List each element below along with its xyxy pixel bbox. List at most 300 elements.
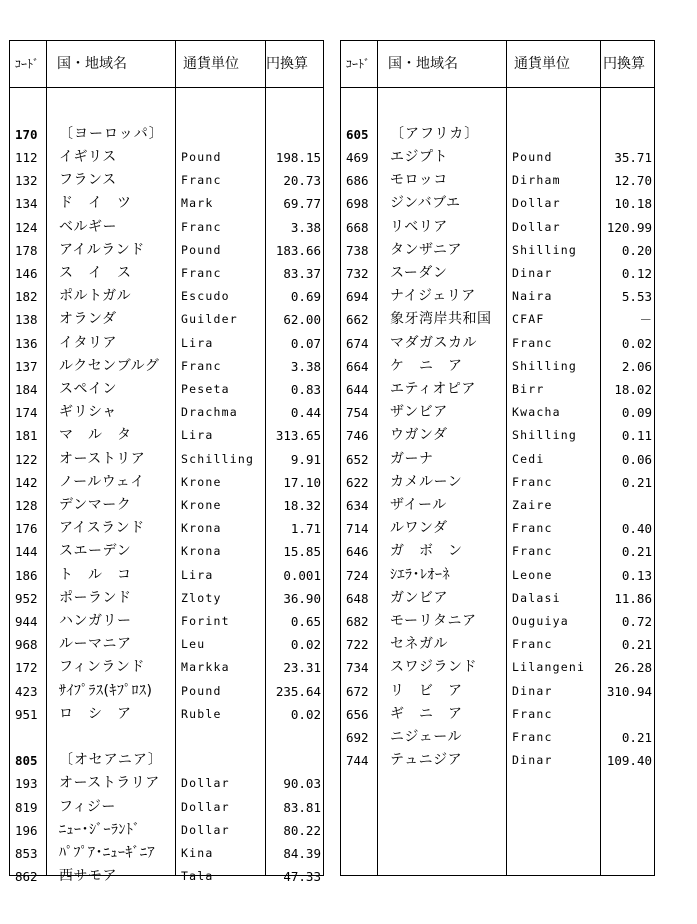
- cell-currency: Franc: [512, 335, 553, 350]
- cell-yen-value: 313.65: [275, 428, 321, 444]
- cell-name: ガ ボ ン: [390, 543, 463, 560]
- cell-name: ｼｴﾗ･ﾚｵｰﾈ: [390, 566, 450, 583]
- cell-currency: CFAF: [512, 312, 545, 327]
- cell-currency: Dirham: [512, 173, 561, 188]
- table-row: [341, 680, 654, 703]
- blank-row: [10, 726, 323, 749]
- cell-name: リベリア: [390, 218, 448, 235]
- cell-code: 176: [15, 521, 38, 537]
- cell-name: イタリア: [59, 334, 117, 351]
- cell-currency: Krone: [181, 497, 222, 512]
- cell-yen-value: 83.37: [283, 265, 321, 281]
- table-row: [341, 703, 654, 726]
- cell-currency: Franc: [512, 637, 553, 652]
- cell-name: エジプト: [390, 148, 448, 165]
- cell-code: 724: [346, 567, 369, 583]
- cell-yen-value: 0.83: [290, 381, 321, 397]
- cell-yen-value: 9.91: [290, 451, 321, 467]
- header-name: 国・地域名: [57, 56, 127, 72]
- table-row: [10, 656, 323, 679]
- table-row: [341, 749, 654, 772]
- cell-yen-value: 0.02: [621, 335, 652, 351]
- cell-name: ニジェール: [390, 728, 462, 745]
- cell-currency: Guilder: [181, 312, 238, 327]
- cell-yen-value: 198.15: [275, 149, 321, 165]
- cell-name: マ ル タ: [59, 427, 132, 444]
- cell-code: 662: [346, 312, 369, 328]
- cell-yen-value: 0.11: [621, 428, 652, 444]
- cell-yen-value: 0.21: [621, 474, 652, 490]
- cell-currency: Dinar: [512, 265, 553, 280]
- cell-currency: Dinar: [512, 753, 553, 768]
- cell-code: 193: [15, 776, 38, 792]
- cell-yen-value: 10.18: [614, 196, 652, 212]
- cell-code: 668: [346, 219, 369, 235]
- header-yen: 円換算: [266, 56, 308, 72]
- table-row: [341, 494, 654, 517]
- cell-code: 694: [346, 289, 369, 305]
- cell-code: 951: [15, 706, 38, 722]
- cell-currency: Zaire: [512, 497, 553, 512]
- table-row: [10, 564, 323, 587]
- table-row: [10, 633, 323, 656]
- cell-currency: Franc: [181, 265, 222, 280]
- table-row: [10, 285, 323, 308]
- cell-yen-value: 90.03: [283, 776, 321, 792]
- cell-currency: Krona: [181, 544, 222, 559]
- cell-currency: Dollar: [512, 196, 561, 211]
- cell-code: 698: [346, 196, 369, 212]
- cell-code: 968: [15, 637, 38, 653]
- cell-currency: Dinar: [512, 683, 553, 698]
- table-row: [341, 239, 654, 262]
- cell-name: スワジランド: [390, 659, 477, 676]
- cell-name: 〔ヨーロッパ〕: [59, 125, 164, 142]
- cell-code: 124: [15, 219, 38, 235]
- cell-name: イギリス: [59, 148, 117, 165]
- table-row: [341, 587, 654, 610]
- cell-name: スペイン: [59, 380, 117, 397]
- cell-currency: Franc: [181, 219, 222, 234]
- region-header-row: [10, 749, 323, 772]
- cell-yen-value: 0.02: [290, 637, 321, 653]
- cell-yen-value: 18.02: [614, 381, 652, 397]
- cell-currency: Lira: [181, 428, 214, 443]
- cell-code: 722: [346, 637, 369, 653]
- cell-currency: Franc: [512, 706, 553, 721]
- header-code: ｺｰﾄﾞ: [15, 57, 40, 71]
- header-code: ｺｰﾄﾞ: [346, 57, 371, 71]
- cell-yen-value: 0.65: [290, 613, 321, 629]
- table-row: [10, 540, 323, 563]
- cell-code: 144: [15, 544, 38, 560]
- cell-currency: Dalasi: [512, 590, 561, 605]
- cell-currency: Franc: [512, 474, 553, 489]
- cell-name: カメルーン: [390, 473, 463, 490]
- cell-code: 469: [346, 149, 369, 165]
- cell-yen-value: 0.13: [621, 567, 652, 583]
- cell-yen-value: 47.33: [283, 869, 321, 885]
- cell-name: ス イ ス: [59, 264, 132, 281]
- cell-code: 182: [15, 289, 38, 305]
- header-currency: 通貨単位: [183, 56, 239, 72]
- cell-name: ザイール: [390, 496, 447, 513]
- cell-code: 744: [346, 753, 369, 769]
- cell-code: 122: [15, 451, 38, 467]
- cell-code: 142: [15, 474, 38, 490]
- cell-name: エティオピア: [390, 380, 476, 397]
- table-row: [341, 517, 654, 540]
- cell-currency: Naira: [512, 289, 553, 304]
- cell-name: 〔アフリカ〕: [390, 125, 480, 142]
- table-row: [10, 332, 323, 355]
- cell-yen-value: 26.28: [614, 660, 652, 676]
- cell-name: ルクセンブルグ: [59, 357, 160, 374]
- cell-code: 634: [346, 497, 369, 513]
- cell-code: 605: [346, 126, 369, 142]
- table-row: [341, 169, 654, 192]
- cell-yen-value: 69.77: [283, 196, 321, 212]
- table-row: [10, 216, 323, 239]
- cell-currency: Dollar: [181, 776, 230, 791]
- cell-yen-value: 0.21: [621, 544, 652, 560]
- table-row: [341, 308, 654, 331]
- cell-name: オランダ: [59, 311, 117, 328]
- cell-yen-value: 18.32: [283, 497, 321, 513]
- cell-code: 664: [346, 358, 369, 374]
- cell-name: 象牙湾岸共和国: [390, 311, 492, 328]
- cell-code: 682: [346, 613, 369, 629]
- cell-code: 178: [15, 242, 38, 258]
- table-row: [10, 494, 323, 517]
- table-row: [10, 680, 323, 703]
- cell-currency: Franc: [181, 358, 222, 373]
- table-row: [341, 424, 654, 447]
- cell-code: 146: [15, 265, 38, 281]
- cell-code: 746: [346, 428, 369, 444]
- cell-code: 692: [346, 729, 369, 745]
- table-row: [10, 355, 323, 378]
- cell-name: フランス: [59, 172, 117, 189]
- cell-code: 186: [15, 567, 38, 583]
- cell-yen-value: 36.90: [283, 590, 321, 606]
- cell-name: ケ ニ ア: [390, 357, 463, 374]
- cell-currency: Leu: [181, 637, 206, 652]
- cell-yen-value: 62.00: [283, 312, 321, 328]
- table-row: [10, 772, 323, 795]
- cell-yen-value: 0.20: [621, 242, 652, 258]
- cell-name: タンザニア: [390, 241, 462, 258]
- cell-code: 184: [15, 381, 38, 397]
- cell-code: 862: [15, 869, 38, 885]
- table-row: [10, 448, 323, 471]
- cell-code: 672: [346, 683, 369, 699]
- table-row: [10, 610, 323, 633]
- table-header: [10, 41, 323, 88]
- cell-currency: Drachma: [181, 405, 238, 420]
- cell-name: スーダン: [390, 264, 448, 281]
- cell-name: ロ シ ア: [59, 705, 132, 722]
- cell-currency: Kwacha: [512, 405, 561, 420]
- table-row: [10, 587, 323, 610]
- cell-currency: Shilling: [512, 428, 577, 443]
- table-row: [10, 262, 323, 285]
- cell-code: 738: [346, 242, 369, 258]
- cell-name: ウガンダ: [390, 427, 448, 444]
- cell-code: 112: [15, 149, 38, 165]
- cell-currency: Ouguiya: [512, 613, 569, 628]
- cell-currency: Birr: [512, 381, 545, 396]
- cell-name: マダガスカル: [390, 334, 477, 351]
- cell-code: 819: [15, 799, 38, 815]
- table-row: [341, 285, 654, 308]
- header-yen: 円換算: [603, 56, 645, 72]
- cell-currency: Markka: [181, 660, 230, 675]
- cell-yen-value: 23.31: [283, 660, 321, 676]
- cell-yen-value: 35.71: [614, 149, 652, 165]
- cell-name: セネガル: [390, 636, 448, 653]
- cell-currency: Dollar: [181, 822, 230, 837]
- cell-yen-value: 1.71: [290, 521, 321, 537]
- cell-code: 644: [346, 381, 369, 397]
- table-row: [341, 216, 654, 239]
- blank-row: [10, 100, 323, 123]
- cell-code: 622: [346, 474, 369, 490]
- cell-name: ギリシャ: [59, 404, 117, 421]
- cell-name: 西サモア: [59, 868, 117, 885]
- cell-currency: Kina: [181, 845, 214, 860]
- table-row: [341, 633, 654, 656]
- cell-name: デンマーク: [59, 496, 132, 513]
- cell-code: 648: [346, 590, 369, 606]
- cell-currency: Dollar: [512, 219, 561, 234]
- table-row: [341, 726, 654, 749]
- cell-name: ルワンダ: [390, 520, 448, 537]
- cell-currency: Shilling: [512, 242, 577, 257]
- cell-name: ト ル コ: [59, 566, 132, 583]
- cell-code: 674: [346, 335, 369, 351]
- cell-code: 734: [346, 660, 369, 676]
- cell-code: 686: [346, 173, 369, 189]
- cell-name: リ ビ ア: [390, 682, 463, 699]
- cell-name: モーリタニア: [390, 612, 477, 629]
- table-row: [10, 192, 323, 215]
- cell-yen-value: 3.38: [290, 358, 321, 374]
- cell-name: ポルトガル: [59, 288, 132, 305]
- cell-yen-value: 0.44: [290, 405, 321, 421]
- cell-code: 136: [15, 335, 38, 351]
- cell-currency: Cedi: [512, 451, 545, 466]
- header-currency: 通貨単位: [514, 56, 570, 72]
- cell-name: ﾆｭｰ･ｼﾞｰﾗﾝﾄﾞ: [59, 821, 141, 838]
- cell-yen-value: －: [639, 312, 652, 328]
- cell-currency: Lira: [181, 567, 214, 582]
- cell-name: 〔オセアニア〕: [59, 752, 163, 769]
- cell-code: 652: [346, 451, 369, 467]
- cell-yen-value: 2.06: [621, 358, 652, 374]
- right-currency-table: [340, 40, 655, 876]
- cell-currency: Franc: [512, 729, 553, 744]
- cell-code: 172: [15, 660, 38, 676]
- cell-name: ガーナ: [390, 450, 434, 467]
- cell-code: 944: [15, 613, 38, 629]
- table-row: [341, 401, 654, 424]
- cell-currency: Mark: [181, 196, 214, 211]
- cell-code: 952: [15, 590, 38, 606]
- cell-yen-value: 120.99: [606, 219, 652, 235]
- cell-currency: Pound: [181, 683, 222, 698]
- cell-yen-value: 83.81: [283, 799, 321, 815]
- cell-name: アイルランド: [59, 241, 145, 258]
- cell-code: 170: [15, 126, 38, 142]
- cell-yen-value: 0.06: [621, 451, 652, 467]
- cell-currency: Pound: [181, 242, 222, 257]
- cell-name: ｻｲﾌﾟﾗｽ(ｷﾌﾟﾛｽ): [59, 682, 153, 699]
- cell-name: フィンランド: [59, 659, 145, 676]
- cell-yen-value: 3.38: [290, 219, 321, 235]
- cell-name: ガンビア: [390, 589, 448, 606]
- table-row: [341, 262, 654, 285]
- cell-yen-value: 183.66: [275, 242, 321, 258]
- table-row: [341, 192, 654, 215]
- cell-name: フィジー: [59, 798, 116, 815]
- cell-yen-value: 0.72: [621, 613, 652, 629]
- cell-code: 196: [15, 822, 38, 838]
- cell-yen-value: 17.10: [283, 474, 321, 490]
- table-row: [341, 564, 654, 587]
- cell-name: ルーマニア: [59, 636, 132, 653]
- cell-name: テュニジア: [390, 752, 463, 769]
- cell-code: 646: [346, 544, 369, 560]
- table-row: [10, 703, 323, 726]
- cell-currency: Pound: [181, 149, 222, 164]
- table-row: [10, 169, 323, 192]
- cell-yen-value: 12.70: [614, 173, 652, 189]
- cell-yen-value: 109.40: [606, 753, 652, 769]
- cell-name: ド イ ツ: [59, 195, 132, 212]
- table-row: [10, 842, 323, 865]
- cell-currency: Krona: [181, 521, 222, 536]
- cell-currency: Forint: [181, 613, 230, 628]
- cell-yen-value: 20.73: [283, 173, 321, 189]
- cell-name: ﾊﾟﾌﾟｱ･ﾆｭｰｷﾞﾆｱ: [59, 844, 155, 861]
- blank-row: [341, 100, 654, 123]
- cell-currency: Pound: [512, 149, 553, 164]
- table-header: [341, 41, 654, 88]
- cell-yen-value: 0.07: [290, 335, 321, 351]
- cell-yen-value: 0.69: [290, 289, 321, 305]
- cell-yen-value: 0.21: [621, 729, 652, 745]
- cell-code: 132: [15, 173, 38, 189]
- table-row: [10, 471, 323, 494]
- cell-code: 714: [346, 521, 369, 537]
- region-header-row: [10, 123, 323, 146]
- cell-currency: Ruble: [181, 706, 222, 721]
- cell-name: ギ ニ ア: [390, 705, 463, 722]
- cell-name: ザンビア: [390, 404, 448, 421]
- cell-currency: Franc: [512, 521, 553, 536]
- cell-yen-value: 84.39: [283, 845, 321, 861]
- table-row: [341, 471, 654, 494]
- cell-code: 181: [15, 428, 38, 444]
- cell-yen-value: 0.02: [290, 706, 321, 722]
- cell-currency: Zloty: [181, 590, 222, 605]
- cell-currency: Schilling: [181, 451, 255, 466]
- cell-code: 137: [15, 358, 38, 374]
- cell-yen-value: 0.21: [621, 637, 652, 653]
- cell-code: 128: [15, 497, 38, 513]
- cell-currency: Escudo: [181, 289, 230, 304]
- cell-currency: Franc: [512, 544, 553, 559]
- cell-yen-value: 310.94: [606, 683, 652, 699]
- cell-name: オーストラリア: [59, 775, 160, 792]
- cell-name: オーストリア: [59, 450, 146, 467]
- table-row: [341, 355, 654, 378]
- cell-name: アイスランド: [59, 520, 145, 537]
- table-row: [341, 448, 654, 471]
- cell-yen-value: 5.53: [621, 289, 652, 305]
- cell-code: 853: [15, 845, 38, 861]
- cell-code: 138: [15, 312, 38, 328]
- table-row: [341, 610, 654, 633]
- cell-currency: Tala: [181, 869, 214, 884]
- table-row: [341, 656, 654, 679]
- table-row: [10, 819, 323, 842]
- cell-name: ベルギー: [59, 218, 117, 235]
- table-row: [10, 401, 323, 424]
- cell-code: 134: [15, 196, 38, 212]
- cell-name: ノールウェイ: [59, 473, 145, 490]
- cell-code: 423: [15, 683, 38, 699]
- table-row: [10, 239, 323, 262]
- cell-currency: Lira: [181, 335, 214, 350]
- cell-yen-value: 80.22: [283, 822, 321, 838]
- cell-code: 754: [346, 405, 369, 421]
- table-row: [341, 146, 654, 169]
- cell-name: スエーデン: [59, 543, 132, 560]
- cell-name: モロッコ: [390, 172, 448, 189]
- table-row: [341, 378, 654, 401]
- table-row: [341, 540, 654, 563]
- cell-currency: Shilling: [512, 358, 577, 373]
- cell-currency: Lilangeni: [512, 660, 586, 675]
- table-row: [10, 796, 323, 819]
- table-row: [341, 332, 654, 355]
- table-row: [10, 308, 323, 331]
- cell-yen-value: 235.64: [275, 683, 321, 699]
- cell-name: ポーランド: [59, 589, 132, 606]
- cell-currency: Peseta: [181, 381, 230, 396]
- cell-yen-value: 0.40: [621, 521, 652, 537]
- cell-yen-value: 15.85: [283, 544, 321, 560]
- cell-name: ジンバブエ: [390, 195, 461, 212]
- cell-code: 174: [15, 405, 38, 421]
- cell-name: ハンガリー: [59, 612, 132, 629]
- header-name: 国・地域名: [388, 56, 458, 72]
- cell-currency: Leone: [512, 567, 553, 582]
- left-currency-table: [9, 40, 324, 885]
- cell-name: ナイジェリア: [390, 288, 476, 305]
- cell-currency: Dollar: [181, 799, 230, 814]
- table-row: [10, 865, 323, 888]
- cell-yen-value: 0.12: [621, 265, 652, 281]
- table-row: [10, 146, 323, 169]
- cell-yen-value: 0.001: [283, 567, 321, 583]
- cell-yen-value: 0.09: [621, 405, 652, 421]
- region-header-row: [341, 123, 654, 146]
- cell-code: 805: [15, 753, 38, 769]
- cell-code: 732: [346, 265, 369, 281]
